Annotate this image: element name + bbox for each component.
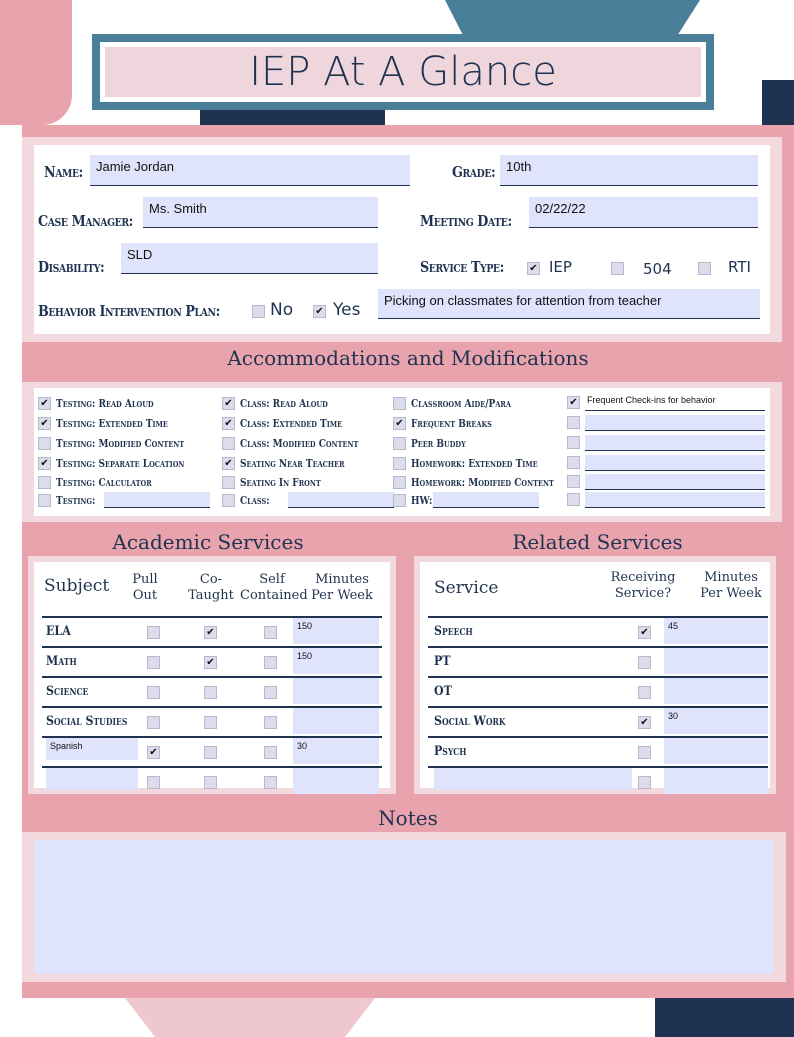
- related-minutes-field[interactable]: [664, 768, 768, 794]
- academic-subject: Social Studies: [46, 714, 128, 729]
- accommodation-custom-field[interactable]: [585, 474, 765, 490]
- accommodation-checkbox[interactable]: [393, 457, 406, 470]
- accommodation-label: Homework: Modified Content: [411, 476, 554, 489]
- accommodation-checkbox[interactable]: [393, 494, 406, 507]
- academic-subject: Science: [46, 684, 89, 699]
- academic-pull-out-checkbox[interactable]: [147, 626, 160, 639]
- related-receiving-checkbox[interactable]: [638, 776, 651, 789]
- accommodation-custom-field[interactable]: [585, 455, 765, 471]
- accommodation-checkbox[interactable]: [222, 494, 235, 507]
- accommodation-custom-field[interactable]: [585, 415, 765, 431]
- academic-co-taught-checkbox[interactable]: [204, 716, 217, 729]
- accommodation-custom-checkbox[interactable]: ✔: [567, 396, 580, 409]
- academic-header: Minutes Per Week: [311, 572, 373, 603]
- accommodation-other-field[interactable]: [288, 492, 394, 508]
- accommodation-custom-checkbox[interactable]: [567, 475, 580, 488]
- notes-field[interactable]: [34, 840, 774, 974]
- service-504-label: 504: [643, 260, 672, 278]
- academic-minutes-field[interactable]: 150: [293, 618, 379, 644]
- meeting-date-field[interactable]: 02/22/22: [529, 197, 758, 228]
- related-service: OT: [434, 684, 452, 699]
- academic-pull-out-checkbox[interactable]: [147, 686, 160, 699]
- related-receiving-checkbox[interactable]: ✔: [638, 626, 651, 639]
- accommodation-checkbox[interactable]: [38, 494, 51, 507]
- academic-self-contained-checkbox[interactable]: [264, 626, 277, 639]
- case-manager-field[interactable]: Ms. Smith: [143, 197, 378, 228]
- accommodation-label: Class:: [240, 494, 270, 507]
- bip-label: Behavior Intervention Plan:: [38, 302, 220, 320]
- title-banner: [92, 34, 714, 110]
- related-receiving-checkbox[interactable]: ✔: [638, 716, 651, 729]
- meeting-date-label: Meeting Date:: [420, 212, 512, 230]
- related-minutes-field[interactable]: 45: [664, 618, 768, 644]
- decor-navy-shape: [200, 110, 385, 125]
- accommodation-label: Homework: Extended Time: [411, 457, 538, 470]
- academic-pull-out-checkbox[interactable]: [147, 776, 160, 789]
- accommodation-custom-checkbox[interactable]: [567, 416, 580, 429]
- academic-minutes-field[interactable]: 150: [293, 648, 379, 674]
- related-receiving-checkbox[interactable]: [638, 746, 651, 759]
- related-service: Psych: [434, 744, 467, 759]
- service-rti-label: RTI: [728, 258, 751, 276]
- related-service-field[interactable]: [434, 768, 632, 790]
- academic-subject-field[interactable]: Spanish: [46, 738, 138, 760]
- accommodation-checkbox[interactable]: ✔: [38, 397, 51, 410]
- academic-subject-field[interactable]: [46, 768, 138, 790]
- academic-co-taught-checkbox[interactable]: [204, 776, 217, 789]
- service-rti-checkbox[interactable]: [698, 262, 711, 275]
- academic-self-contained-checkbox[interactable]: [264, 686, 277, 699]
- page-title: IEP At A Glance: [105, 47, 701, 97]
- accommodation-custom-field[interactable]: [585, 492, 765, 508]
- academic-subject: ELA: [46, 624, 71, 639]
- accommodation-checkbox[interactable]: [38, 476, 51, 489]
- disability-field[interactable]: SLD: [121, 243, 378, 274]
- accommodation-label: Testing: Read Aloud: [56, 397, 154, 410]
- academic-pull-out-checkbox[interactable]: [147, 716, 160, 729]
- related-receiving-checkbox[interactable]: [638, 656, 651, 669]
- related-header: Service: [434, 578, 499, 598]
- bip-yes-checkbox[interactable]: ✔: [313, 305, 326, 318]
- related-receiving-checkbox[interactable]: [638, 686, 651, 699]
- accommodation-other-field[interactable]: [104, 492, 210, 508]
- accommodation-label: HW:: [411, 494, 433, 507]
- accommodation-custom-checkbox[interactable]: [567, 493, 580, 506]
- disability-label: Disability:: [38, 258, 105, 276]
- accommodation-label: Classroom Aide/Para: [411, 397, 511, 410]
- decor-navy-bottom: [655, 998, 794, 1037]
- academic-co-taught-checkbox[interactable]: ✔: [204, 656, 217, 669]
- accommodation-label: Class: Modified Content: [240, 437, 359, 450]
- related-service: Speech: [434, 624, 473, 639]
- grade-label: Grade:: [452, 163, 496, 181]
- accommodation-checkbox[interactable]: [393, 397, 406, 410]
- accommodation-label: Seating Near Teacher: [240, 457, 345, 470]
- accommodation-checkbox[interactable]: [38, 437, 51, 450]
- academic-header: Subject: [44, 576, 110, 596]
- accommodation-checkbox[interactable]: [393, 437, 406, 450]
- accommodation-custom-checkbox[interactable]: [567, 456, 580, 469]
- academic-co-taught-checkbox[interactable]: [204, 746, 217, 759]
- case-manager-label: Case Manager:: [38, 212, 133, 230]
- accommodation-label: Class: Extended Time: [240, 417, 343, 430]
- academic-minutes-field[interactable]: [293, 678, 379, 704]
- related-header: Minutes Per Week: [700, 570, 762, 601]
- academic-self-contained-checkbox[interactable]: [264, 656, 277, 669]
- academic-minutes-field[interactable]: 30: [293, 738, 379, 764]
- bip-no-checkbox[interactable]: [252, 305, 265, 318]
- accommodation-checkbox[interactable]: [222, 437, 235, 450]
- bip-note-field[interactable]: Picking on classmates for attention from teacher: [378, 289, 760, 319]
- academic-self-contained-checkbox[interactable]: [264, 746, 277, 759]
- bip-no-label: No: [270, 300, 294, 320]
- related-minutes-field[interactable]: [664, 648, 768, 674]
- related-service: PT: [434, 654, 451, 669]
- accommodation-checkbox[interactable]: ✔: [222, 457, 235, 470]
- academic-pull-out-checkbox[interactable]: ✔: [147, 746, 160, 759]
- related-header: Receiving Service?: [610, 570, 676, 601]
- related-minutes-field[interactable]: 30: [664, 708, 768, 734]
- academic-header: Self Contained: [240, 572, 308, 603]
- related-minutes-field[interactable]: [664, 738, 768, 764]
- academic-header: Pull Out: [132, 572, 158, 603]
- accommodation-label: Testing: Calculator: [56, 476, 152, 489]
- grade-field[interactable]: 10th: [500, 155, 758, 186]
- academic-co-taught-checkbox[interactable]: [204, 686, 217, 699]
- accommodation-checkbox[interactable]: ✔: [38, 417, 51, 430]
- bip-yes-label: Yes: [333, 300, 361, 320]
- accommodations-heading: Accommodations and Modifications: [227, 346, 589, 370]
- accommodation-checkbox[interactable]: ✔: [38, 457, 51, 470]
- accommodation-checkbox[interactable]: ✔: [222, 397, 235, 410]
- related-services-heading: Related Services: [512, 530, 683, 554]
- service-type-label: Service Type:: [420, 258, 504, 276]
- decor-pink-bottom: [125, 998, 375, 1037]
- name-field[interactable]: Jamie Jordan: [90, 155, 410, 186]
- notes-heading: Notes: [378, 806, 438, 830]
- accommodation-label: Testing: Extended Time: [56, 417, 168, 430]
- accommodation-label: Frequent Breaks: [411, 417, 492, 430]
- academic-co-taught-checkbox[interactable]: ✔: [204, 626, 217, 639]
- accommodation-checkbox[interactable]: [222, 476, 235, 489]
- service-iep-checkbox[interactable]: ✔: [527, 262, 540, 275]
- accommodation-label: Class: Read Aloud: [240, 397, 328, 410]
- accommodation-label: Seating In Front: [240, 476, 321, 489]
- academic-minutes-field[interactable]: [293, 708, 379, 734]
- academic-minutes-field[interactable]: [293, 768, 379, 794]
- related-service: Social Work: [434, 714, 506, 729]
- accommodation-custom-checkbox[interactable]: [567, 436, 580, 449]
- service-504-checkbox[interactable]: [611, 262, 624, 275]
- decor-pink-shape: [0, 0, 72, 125]
- accommodation-label: Testing: Separate Location: [56, 457, 185, 470]
- academic-header: Co-Taught: [188, 572, 234, 603]
- accommodation-custom-field[interactable]: Frequent Check-ins for behavior: [585, 395, 765, 411]
- academic-self-contained-checkbox[interactable]: [264, 716, 277, 729]
- related-minutes-field[interactable]: [664, 678, 768, 704]
- accommodation-custom-field[interactable]: [585, 435, 765, 451]
- academic-subject: Math: [46, 654, 77, 669]
- academic-services-heading: Academic Services: [112, 530, 304, 554]
- name-label: Name:: [44, 163, 83, 181]
- accommodation-other-field[interactable]: [433, 492, 539, 508]
- academic-pull-out-checkbox[interactable]: [147, 656, 160, 669]
- accommodation-checkbox[interactable]: ✔: [222, 417, 235, 430]
- accommodation-checkbox[interactable]: ✔: [393, 417, 406, 430]
- accommodation-label: Testing:: [56, 494, 96, 507]
- accommodation-checkbox[interactable]: [393, 476, 406, 489]
- accommodation-label: Peer Buddy: [411, 437, 466, 450]
- decor-navy-corner: [762, 80, 794, 125]
- academic-self-contained-checkbox[interactable]: [264, 776, 277, 789]
- service-iep-label: IEP: [549, 258, 572, 276]
- accommodation-label: Testing: Modified Content: [56, 437, 185, 450]
